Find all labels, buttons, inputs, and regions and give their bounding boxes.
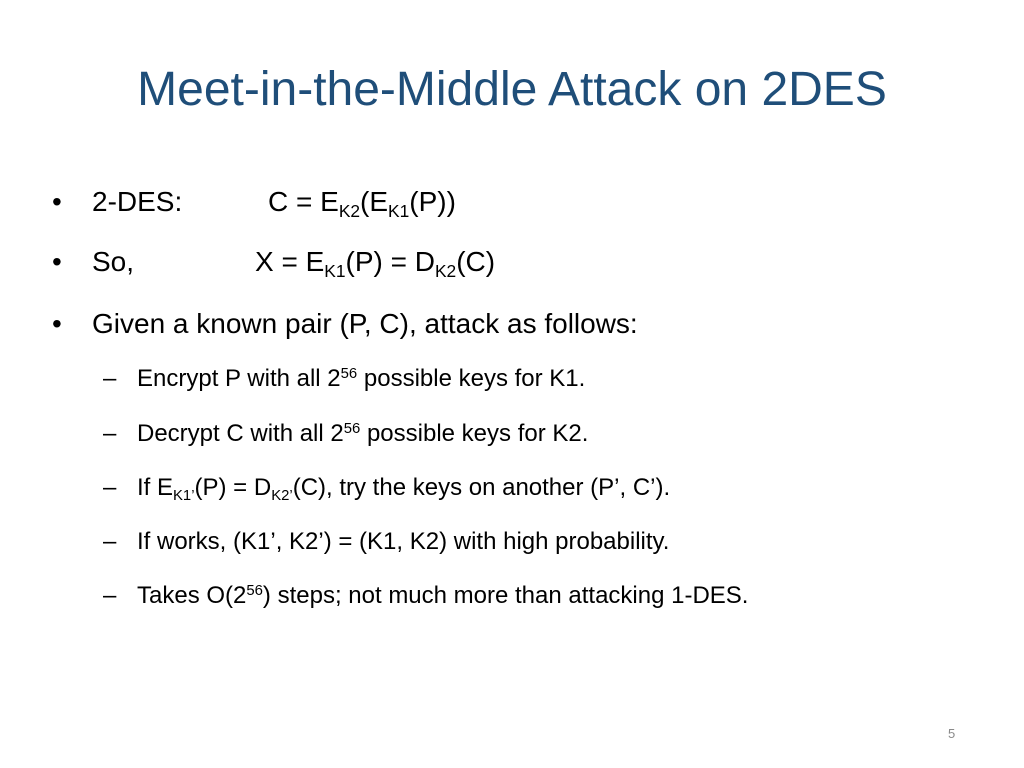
sub-bullet-text: (P) = D [194, 474, 272, 501]
equation-text: (P) = D [345, 246, 435, 277]
sub-bullet-encrypt [103, 365, 586, 392]
sub-bullet-if-works [103, 528, 670, 555]
sub-bullet-takes [103, 582, 749, 609]
sub-bullet-decrypt [103, 420, 589, 447]
bullet-marker: • [52, 308, 62, 339]
sub-bullet-text: ) steps; not much more than attacking 1-DES. [262, 582, 749, 609]
page-number: 5 [948, 726, 956, 741]
bullet-label: So, [92, 246, 135, 277]
dash-marker: – [103, 474, 117, 501]
sub-bullet-text: If works, (K1’, K2’) = (K1, K2) with high probability. [137, 528, 670, 555]
equation-text: (P)) [409, 186, 456, 217]
equation-text: (C) [456, 246, 496, 277]
sub-bullet-if-match [103, 474, 671, 505]
bullet-known-pair [52, 308, 638, 339]
equation-text: X = E [255, 246, 325, 277]
slide-title: Meet-in-the-Middle Attack on 2DES [137, 63, 887, 116]
superscript: 56 [343, 420, 361, 437]
dash-marker: – [103, 528, 117, 555]
sub-bullet-text: Decrypt C with all 2 [137, 420, 344, 447]
dash-marker: – [103, 582, 117, 609]
sub-bullet-text: If E [137, 474, 174, 501]
bullet-2des [52, 186, 456, 222]
sub-bullet-text: (C), try the keys on another (P’, C’). [292, 474, 671, 501]
sub-bullet-text: Encrypt P with all 2 [137, 365, 341, 392]
sub-bullet-text: Takes O(2 [137, 582, 247, 609]
subscript: K1 [388, 201, 410, 222]
bullet-so [52, 246, 496, 282]
equation-text: (E [360, 186, 389, 217]
subscript: K1’ [173, 488, 195, 505]
subscript: K2 [434, 261, 457, 282]
bullet-text: Given a known pair (P, C), attack as follows: [92, 308, 638, 339]
superscript: 56 [340, 365, 358, 382]
subscript: K2’ [271, 488, 293, 505]
bullet-marker: • [52, 246, 62, 277]
superscript: 56 [246, 582, 263, 599]
dash-marker: – [103, 420, 117, 447]
subscript: K2 [338, 201, 361, 222]
subscript: K1 [324, 261, 346, 282]
equation-text: C = E [268, 186, 339, 217]
dash-marker: – [103, 365, 117, 392]
sub-bullet-text: possible keys for K2. [360, 420, 589, 447]
bullet-marker: • [52, 186, 62, 217]
bullet-label: 2-DES: [92, 186, 183, 217]
sub-bullet-text: possible keys for K1. [357, 365, 586, 392]
